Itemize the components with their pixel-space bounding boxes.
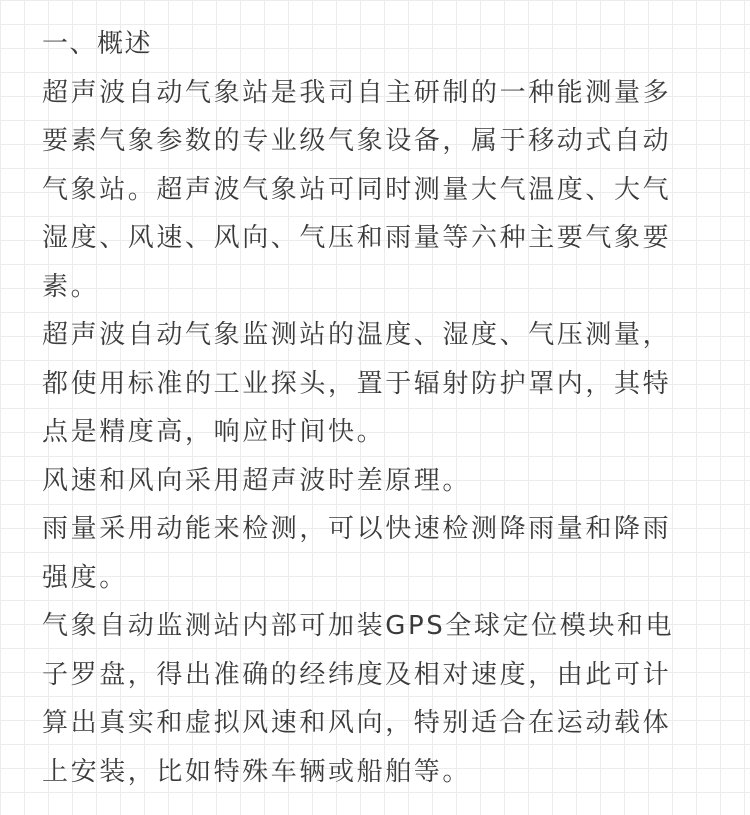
text-line: 上安装，比如特殊车辆或船舶等。 [42,756,472,787]
text-line: 点是精度高，响应时间快。 [42,417,386,447]
text-line: 强度。 [42,562,128,593]
text-line: 要素气象参数的专业级气象设备，属于移动式自动 [42,126,672,156]
text-line: 子罗盘，得出准确的经纬度及相对速度，由此可计 [42,659,672,690]
text-line: 超声波自动气象站是我司自主研制的一种能测量多 [42,77,672,108]
text-line: 素。 [42,271,100,302]
text-line: 都使用标准的工业探头，置于辐射防护罩内，其特 [42,368,672,399]
text-line: 气象站。超声波气象站可同时测量大气温度、大气 [42,174,672,205]
document-body [42,20,722,796]
text-line: 湿度、风速、风向、气压和雨量等六种主要气象要 [42,223,672,253]
section-heading: 一、概述 [42,29,153,59]
text-line: 雨量采用动能来检测，可以快速检测降雨量和降雨 [42,514,672,544]
text-line: 气象自动监测站内部可加装GPS全球定位模块和电 [42,611,675,641]
text-line: 超声波自动气象监测站的温度、湿度、气压测量， [42,320,672,350]
text-line: 算出真实和虚拟风速和风向，特别适合在运动载体 [42,708,672,738]
text-line: 风速和风向采用超声波时差原理。 [42,465,472,496]
